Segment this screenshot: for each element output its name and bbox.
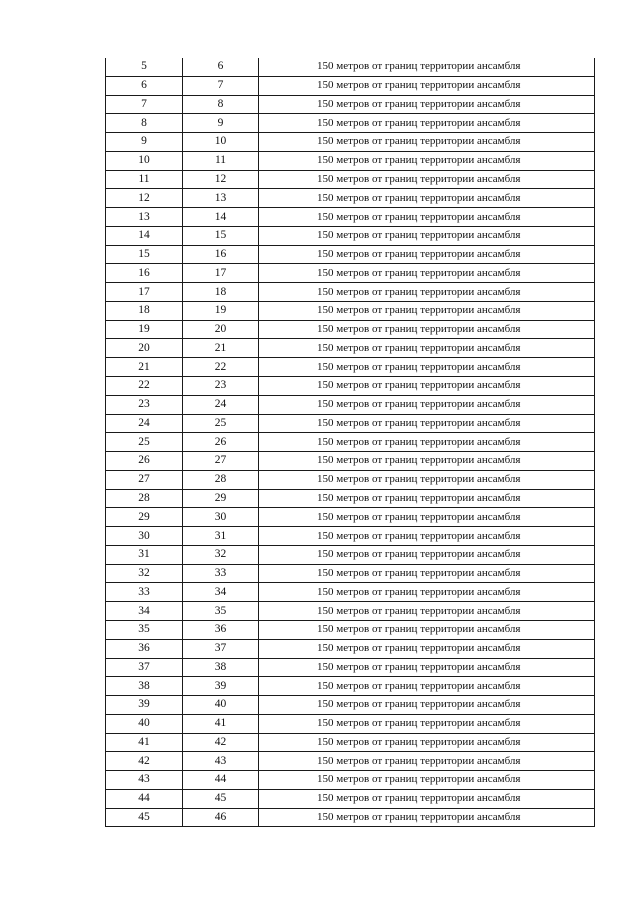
- table-row: [106, 339, 595, 358]
- table-row: [106, 301, 595, 320]
- distance-description-cell: 150 метров от границ территории ансамбля: [259, 226, 595, 245]
- to-point-cell: 14: [183, 208, 259, 227]
- table-row: [106, 527, 595, 546]
- from-point-cell: 20: [106, 339, 183, 358]
- from-point-cell: 42: [106, 752, 183, 771]
- distance-description-cell: 150 метров от границ территории ансамбля: [259, 489, 595, 508]
- to-point-cell: 7: [183, 76, 259, 95]
- to-point-cell: 34: [183, 583, 259, 602]
- from-point-cell: 17: [106, 283, 183, 302]
- distance-description-cell: 150 метров от границ территории ансамбля: [259, 583, 595, 602]
- distance-description-cell: 150 метров от границ территории ансамбля: [259, 470, 595, 489]
- distance-description-cell: 150 метров от границ территории ансамбля: [259, 95, 595, 114]
- from-point-cell: 12: [106, 189, 183, 208]
- to-point-cell: 27: [183, 452, 259, 471]
- distance-description-cell: 150 метров от границ территории ансамбля: [259, 545, 595, 564]
- to-point-cell: 8: [183, 95, 259, 114]
- table-row: [106, 677, 595, 696]
- distance-description-cell: 150 метров от границ территории ансамбля: [259, 639, 595, 658]
- table-row: [106, 583, 595, 602]
- from-point-cell: 13: [106, 208, 183, 227]
- from-point-cell: 25: [106, 433, 183, 452]
- distance-description-cell: 150 метров от границ территории ансамбля: [259, 208, 595, 227]
- distance-description-cell: 150 метров от границ территории ансамбля: [259, 789, 595, 808]
- to-point-cell: 23: [183, 377, 259, 396]
- to-point-cell: 13: [183, 189, 259, 208]
- table-row: [106, 414, 595, 433]
- to-point-cell: 19: [183, 301, 259, 320]
- to-point-cell: 12: [183, 170, 259, 189]
- from-point-cell: 24: [106, 414, 183, 433]
- distance-description-cell: 150 метров от границ территории ансамбля: [259, 114, 595, 133]
- table-body: [106, 58, 595, 827]
- from-point-cell: 22: [106, 377, 183, 396]
- distance-description-cell: 150 метров от границ территории ансамбля: [259, 658, 595, 677]
- distance-description-cell: 150 метров от границ территории ансамбля: [259, 151, 595, 170]
- from-point-cell: 41: [106, 733, 183, 752]
- from-point-cell: 16: [106, 264, 183, 283]
- distance-description-cell: 150 метров от границ территории ансамбля: [259, 452, 595, 471]
- table-row: [106, 226, 595, 245]
- table-row: [106, 358, 595, 377]
- from-point-cell: 8: [106, 114, 183, 133]
- table-row: [106, 771, 595, 790]
- from-point-cell: 37: [106, 658, 183, 677]
- table-row: [106, 114, 595, 133]
- to-point-cell: 46: [183, 808, 259, 827]
- to-point-cell: 44: [183, 771, 259, 790]
- from-point-cell: 27: [106, 470, 183, 489]
- from-point-cell: 23: [106, 395, 183, 414]
- to-point-cell: 16: [183, 245, 259, 264]
- to-point-cell: 11: [183, 151, 259, 170]
- to-point-cell: 24: [183, 395, 259, 414]
- distance-description-cell: 150 метров от границ территории ансамбля: [259, 320, 595, 339]
- distance-description-cell: 150 метров от границ территории ансамбля: [259, 339, 595, 358]
- table-row: [106, 545, 595, 564]
- distance-description-cell: 150 метров от границ территории ансамбля: [259, 433, 595, 452]
- distance-description-cell: 150 метров от границ территории ансамбля: [259, 264, 595, 283]
- to-point-cell: 32: [183, 545, 259, 564]
- from-point-cell: 31: [106, 545, 183, 564]
- to-point-cell: 20: [183, 320, 259, 339]
- table-row: [106, 620, 595, 639]
- from-point-cell: 39: [106, 696, 183, 715]
- table-row: [106, 508, 595, 527]
- distance-description-cell: 150 метров от границ территории ансамбля: [259, 358, 595, 377]
- distance-description-cell: 150 метров от границ территории ансамбля: [259, 508, 595, 527]
- to-point-cell: 37: [183, 639, 259, 658]
- table-row: [106, 395, 595, 414]
- table-row: [106, 808, 595, 827]
- distance-description-cell: 150 метров от границ территории ансамбля: [259, 602, 595, 621]
- from-point-cell: 21: [106, 358, 183, 377]
- from-point-cell: 28: [106, 489, 183, 508]
- from-point-cell: 19: [106, 320, 183, 339]
- distance-description-cell: 150 метров от границ территории ансамбля: [259, 771, 595, 790]
- from-point-cell: 9: [106, 133, 183, 152]
- table-row: [106, 264, 595, 283]
- table-row: [106, 789, 595, 808]
- from-point-cell: 40: [106, 714, 183, 733]
- from-point-cell: 18: [106, 301, 183, 320]
- to-point-cell: 33: [183, 564, 259, 583]
- distance-description-cell: 150 метров от границ территории ансамбля: [259, 301, 595, 320]
- distance-description-cell: 150 метров от границ территории ансамбля: [259, 395, 595, 414]
- table-row: [106, 245, 595, 264]
- distance-description-cell: 150 метров от границ территории ансамбля: [259, 58, 595, 76]
- to-point-cell: 35: [183, 602, 259, 621]
- from-point-cell: 35: [106, 620, 183, 639]
- table-row: [106, 76, 595, 95]
- to-point-cell: 45: [183, 789, 259, 808]
- distance-description-cell: 150 метров от границ территории ансамбля: [259, 245, 595, 264]
- from-point-cell: 5: [106, 58, 183, 76]
- to-point-cell: 9: [183, 114, 259, 133]
- table-row: [106, 283, 595, 302]
- table-row: [106, 58, 595, 76]
- table-row: [106, 433, 595, 452]
- table-row: [106, 658, 595, 677]
- table-row: [106, 639, 595, 658]
- to-point-cell: 17: [183, 264, 259, 283]
- to-point-cell: 43: [183, 752, 259, 771]
- table-row: [106, 752, 595, 771]
- to-point-cell: 29: [183, 489, 259, 508]
- from-point-cell: 11: [106, 170, 183, 189]
- distance-description-cell: 150 метров от границ территории ансамбля: [259, 170, 595, 189]
- table-row: [106, 489, 595, 508]
- table-row: [106, 151, 595, 170]
- distance-description-cell: 150 метров от границ территории ансамбля: [259, 620, 595, 639]
- to-point-cell: 6: [183, 58, 259, 76]
- to-point-cell: 38: [183, 658, 259, 677]
- to-point-cell: 22: [183, 358, 259, 377]
- from-point-cell: 6: [106, 76, 183, 95]
- to-point-cell: 10: [183, 133, 259, 152]
- distance-description-cell: 150 метров от границ территории ансамбля: [259, 808, 595, 827]
- distance-description-cell: 150 метров от границ территории ансамбля: [259, 283, 595, 302]
- from-point-cell: 34: [106, 602, 183, 621]
- distance-description-cell: 150 метров от границ территории ансамбля: [259, 696, 595, 715]
- to-point-cell: 42: [183, 733, 259, 752]
- table-row: [106, 602, 595, 621]
- distance-description-cell: 150 метров от границ территории ансамбля: [259, 189, 595, 208]
- from-point-cell: 38: [106, 677, 183, 696]
- to-point-cell: 15: [183, 226, 259, 245]
- table-row: [106, 564, 595, 583]
- from-point-cell: 36: [106, 639, 183, 658]
- table-row: [106, 95, 595, 114]
- to-point-cell: 18: [183, 283, 259, 302]
- from-point-cell: 30: [106, 527, 183, 546]
- table-row: [106, 733, 595, 752]
- to-point-cell: 30: [183, 508, 259, 527]
- from-point-cell: 7: [106, 95, 183, 114]
- distance-description-cell: 150 метров от границ территории ансамбля: [259, 733, 595, 752]
- from-point-cell: 10: [106, 151, 183, 170]
- table-row: [106, 170, 595, 189]
- table-row: [106, 208, 595, 227]
- distance-description-cell: 150 метров от границ территории ансамбля: [259, 133, 595, 152]
- to-point-cell: 36: [183, 620, 259, 639]
- distance-description-cell: 150 метров от границ территории ансамбля: [259, 527, 595, 546]
- to-point-cell: 26: [183, 433, 259, 452]
- table-row: [106, 320, 595, 339]
- from-point-cell: 45: [106, 808, 183, 827]
- from-point-cell: 44: [106, 789, 183, 808]
- to-point-cell: 31: [183, 527, 259, 546]
- from-point-cell: 26: [106, 452, 183, 471]
- from-point-cell: 14: [106, 226, 183, 245]
- table-row: [106, 452, 595, 471]
- distance-description-cell: 150 метров от границ территории ансамбля: [259, 752, 595, 771]
- distance-description-cell: 150 метров от границ территории ансамбля: [259, 564, 595, 583]
- to-point-cell: 28: [183, 470, 259, 489]
- table-row: [106, 470, 595, 489]
- table-row: [106, 714, 595, 733]
- from-point-cell: 29: [106, 508, 183, 527]
- boundary-points-table: [105, 58, 595, 827]
- from-point-cell: 43: [106, 771, 183, 790]
- from-point-cell: 15: [106, 245, 183, 264]
- table-row: [106, 696, 595, 715]
- table-row: [106, 133, 595, 152]
- distance-description-cell: 150 метров от границ территории ансамбля: [259, 677, 595, 696]
- from-point-cell: 33: [106, 583, 183, 602]
- to-point-cell: 25: [183, 414, 259, 433]
- table-row: [106, 189, 595, 208]
- from-point-cell: 32: [106, 564, 183, 583]
- to-point-cell: 41: [183, 714, 259, 733]
- distance-description-cell: 150 метров от границ территории ансамбля: [259, 377, 595, 396]
- distance-description-cell: 150 метров от границ территории ансамбля: [259, 76, 595, 95]
- distance-description-cell: 150 метров от границ территории ансамбля: [259, 414, 595, 433]
- to-point-cell: 21: [183, 339, 259, 358]
- to-point-cell: 40: [183, 696, 259, 715]
- distance-description-cell: 150 метров от границ территории ансамбля: [259, 714, 595, 733]
- table-row: [106, 377, 595, 396]
- to-point-cell: 39: [183, 677, 259, 696]
